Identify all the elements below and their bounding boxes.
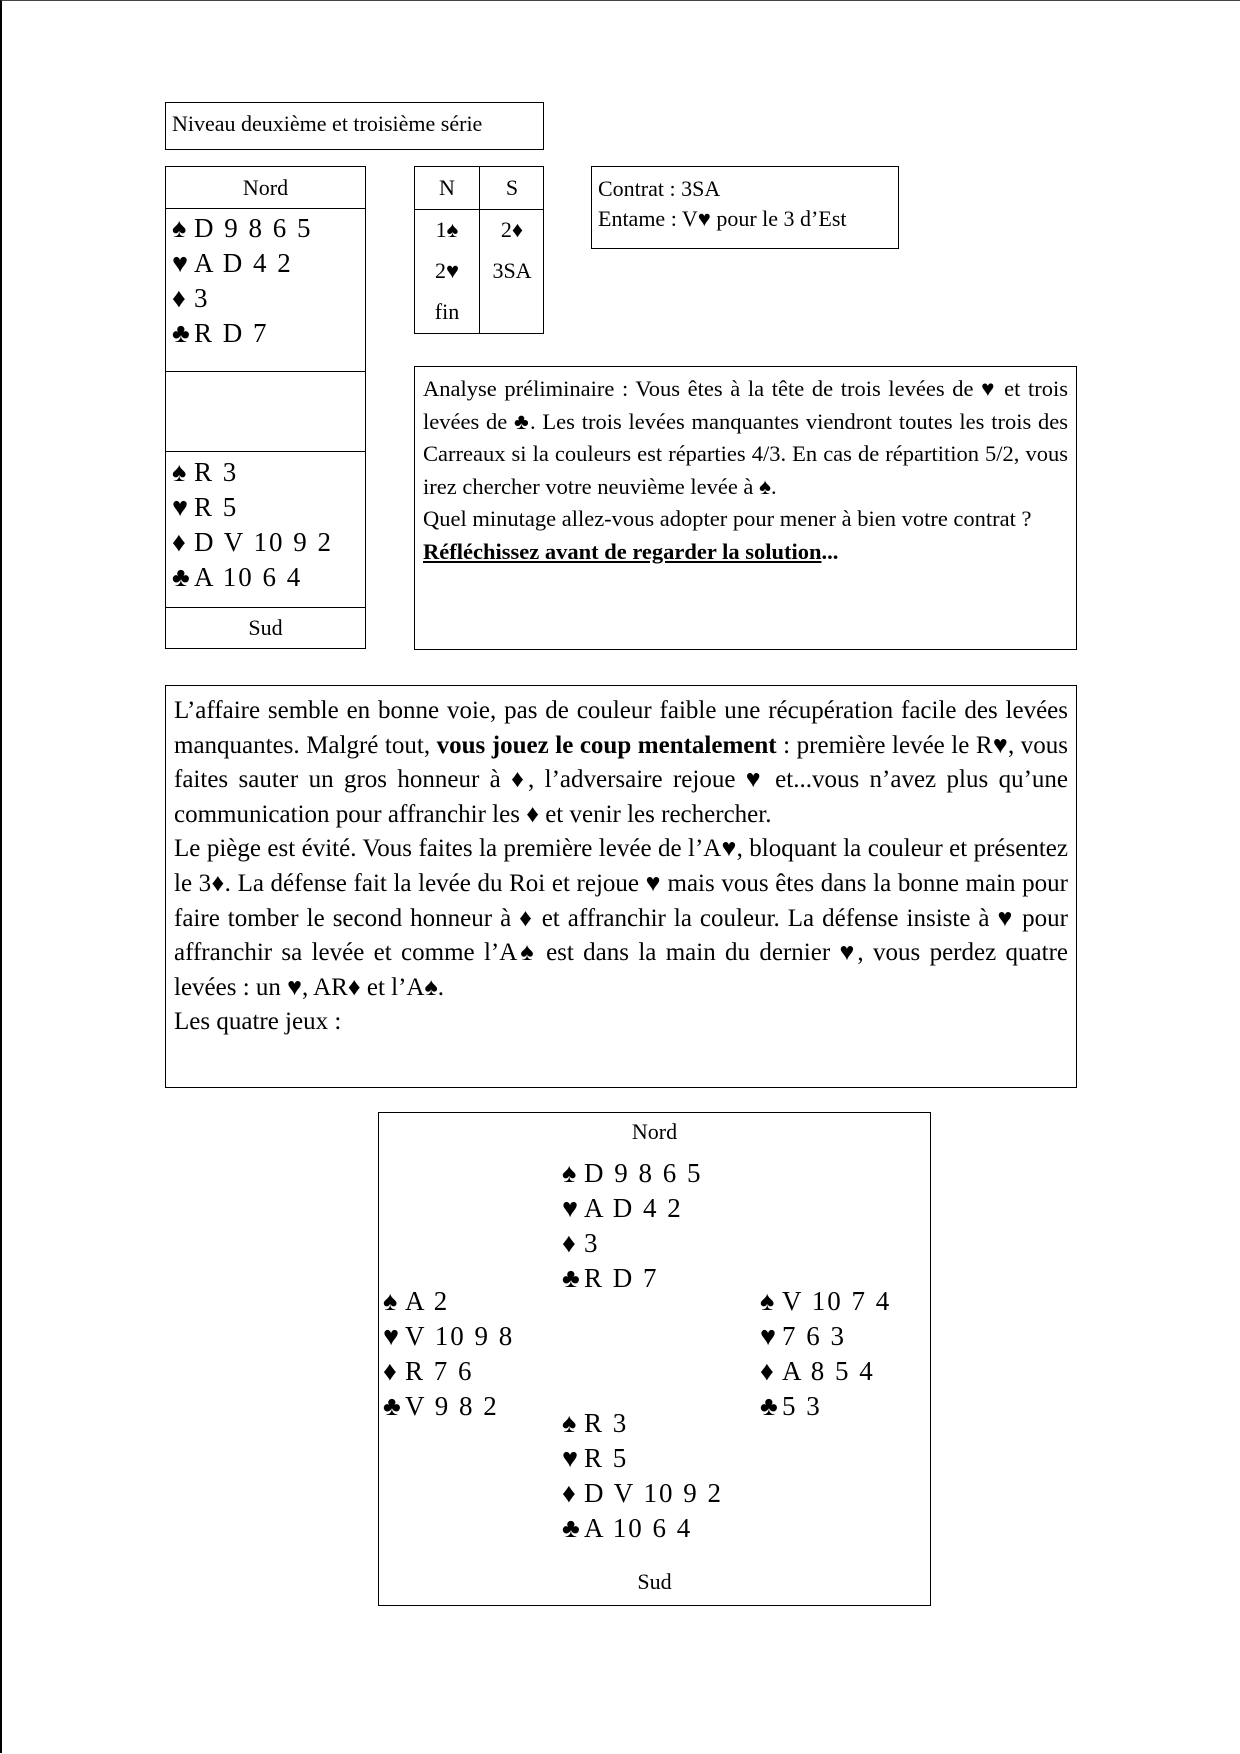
hand-line-hearts (172, 246, 313, 281)
bid: 2♥ (434, 258, 460, 283)
level-label: Niveau deuxième et troisième série (165, 102, 544, 150)
analysis-prompt (423, 536, 1068, 569)
hand-line-diamonds (760, 1354, 891, 1389)
heart-icon: ♥ (383, 1321, 402, 1351)
cards: A 2 (405, 1286, 450, 1316)
analysis-text: Analyse préliminaire : Vous êtes à la tête de trois levées de ♥ et trois levées de ♣. Les trois levées manquantes viendront toutes les trois des Carreaux si la couleurs est réparties 4/3. En cas de répartition 5/2, vous irez chercher votre neuvième levée à ♠. (423, 376, 1068, 499)
diamond-icon: ♦ (172, 527, 188, 557)
hand-line-clubs (172, 560, 333, 595)
south-hand (172, 455, 333, 595)
solution-paragraph-2: Le piège est évité. Vous faites la première levée de l’A♥, bloquant la couleur et présentez le 3♦. La défense fait la levée du Roi et rejoue ♥ mais vous êtes dans la bonne main pour faire tomber le second honneur à ♦ et affranchir la couleur. La défense insiste à ♥ pour affranchir sa levée et comme l’A♠ est dans la main du dernier ♥, vous perdez quatre levées : un ♥, AR♦ et l’A♠. (174, 835, 1068, 1001)
club-icon: ♣ (172, 318, 192, 348)
south-spades: R 3 (194, 457, 239, 487)
cards: 3 (584, 1228, 600, 1258)
hand-line-spades (383, 1284, 514, 1319)
bid: 1♠ (435, 217, 459, 242)
solution-paragraph-3: Les quatre jeux : (174, 1008, 342, 1036)
club-icon: ♣ (383, 1391, 403, 1421)
hand-line-hearts (383, 1319, 514, 1354)
bidding-header: S (505, 175, 519, 200)
divider (166, 208, 365, 209)
divider (166, 607, 365, 608)
south-clubs: A 10 6 4 (194, 562, 303, 592)
cards: V 10 7 4 (782, 1286, 892, 1316)
hand-line-hearts (562, 1441, 723, 1476)
heart-icon: ♥ (172, 248, 191, 278)
south-hearts: R 5 (194, 492, 239, 522)
hand-line-spades (172, 455, 333, 490)
heart-icon: ♥ (562, 1443, 581, 1473)
solution-text: L’affaire semble en bonne voie, pas de couleur faible une récupération facile des levées manquantes. Malgré tout, (174, 697, 1068, 759)
bidding-column-north (415, 167, 479, 332)
north-label: Nord (242, 175, 289, 200)
divider (166, 451, 365, 452)
hand-line-diamonds (383, 1354, 514, 1389)
deal-north-hand (562, 1156, 703, 1296)
deal-west-hand (383, 1284, 514, 1424)
lead-line: Entame : V♥ pour le 3 d’Est (598, 206, 847, 231)
cards: R 3 (584, 1408, 629, 1438)
hand-line-hearts (172, 490, 333, 525)
cards: D 9 8 6 5 (584, 1158, 703, 1188)
cards: A 8 5 4 (782, 1356, 875, 1386)
hand-line-clubs (172, 316, 313, 351)
bid (480, 291, 544, 332)
solution-text: : première levée le R♥, vous faites sauter un gros honneur à ♦, l’adversaire rejoue ♥ et...vous n’avez plus qu’une communication pour affranchir les ♦ et venir les rechercher. (174, 731, 1069, 828)
south-diamonds: D V 10 9 2 (194, 527, 334, 557)
south-label: Sud (248, 615, 283, 640)
diamond-icon: ♦ (383, 1356, 399, 1386)
hand-line-diamonds (172, 525, 333, 560)
bid: 3SA (492, 258, 532, 283)
north-south-hands (165, 166, 366, 649)
four-hands-deal (378, 1112, 931, 1606)
contract-box (591, 166, 899, 249)
analysis-box (414, 366, 1077, 650)
deal-east-hand (760, 1284, 891, 1424)
analysis-prompt-tail: ... (821, 538, 839, 564)
cards: A D 4 2 (584, 1193, 683, 1223)
hand-line-clubs (760, 1389, 891, 1424)
spade-icon: ♠ (562, 1408, 579, 1438)
heart-icon: ♥ (562, 1193, 581, 1223)
hand-line-spades (172, 211, 313, 246)
club-icon: ♣ (562, 1513, 582, 1543)
north-spades: D 9 8 6 5 (194, 213, 313, 243)
north-diamonds: 3 (194, 283, 210, 313)
solution-paragraph-1 (174, 694, 1068, 832)
north-clubs: R D 7 (194, 318, 269, 348)
contract-line: Contrat : 3SA (598, 176, 721, 201)
cards: A 10 6 4 (584, 1513, 693, 1543)
cards: D V 10 9 2 (584, 1478, 724, 1508)
hand-line-clubs (562, 1261, 703, 1296)
diamond-icon: ♦ (172, 283, 188, 313)
cards: 5 3 (782, 1391, 822, 1421)
cards: 7 6 3 (782, 1321, 846, 1351)
spade-icon: ♠ (172, 457, 189, 487)
deal-south-hand (562, 1406, 723, 1546)
hand-line-diamonds (562, 1476, 723, 1511)
bidding-table (414, 166, 544, 334)
spade-icon: ♠ (760, 1286, 777, 1316)
spade-icon: ♠ (383, 1286, 400, 1316)
cards: V 10 9 8 (405, 1321, 515, 1351)
hand-line-diamonds (172, 281, 313, 316)
solution-emphasis: vous jouez le coup mentalement (436, 731, 777, 759)
deal-north-label: Nord (631, 1119, 678, 1144)
hand-line-hearts (760, 1319, 891, 1354)
north-hearts: A D 4 2 (194, 248, 293, 278)
divider (166, 371, 365, 372)
bidding-column-south (480, 167, 544, 332)
cards: R 7 6 (405, 1356, 474, 1386)
hand-line-clubs (562, 1511, 723, 1546)
analysis-prompt-underlined: Réfléchissez avant de regarder la solution (423, 538, 822, 564)
analysis-question: Quel minutage allez-vous adopter pour mener à bien votre contrat ? (423, 506, 1032, 531)
hand-line-spades (562, 1406, 723, 1441)
hand-line-diamonds (562, 1226, 703, 1261)
club-icon: ♣ (760, 1391, 780, 1421)
cards: R D 7 (584, 1263, 659, 1293)
cards: R 5 (584, 1443, 629, 1473)
cards: V 9 8 2 (405, 1391, 499, 1421)
bid: 2♦ (500, 217, 524, 242)
diamond-icon: ♦ (760, 1356, 776, 1386)
hand-line-clubs (383, 1389, 514, 1424)
bid: fin (434, 299, 460, 324)
deal-south-label: Sud (637, 1569, 672, 1594)
hand-line-spades (760, 1284, 891, 1319)
spade-icon: ♠ (562, 1158, 579, 1188)
diamond-icon: ♦ (562, 1228, 578, 1258)
club-icon: ♣ (172, 562, 192, 592)
diamond-icon: ♦ (562, 1478, 578, 1508)
solution-box (165, 685, 1077, 1088)
north-hand (172, 211, 313, 351)
hand-line-hearts (562, 1191, 703, 1226)
hand-line-spades (562, 1156, 703, 1191)
bidding-header: N (439, 175, 455, 200)
heart-icon: ♥ (172, 492, 191, 522)
spade-icon: ♠ (172, 213, 189, 243)
club-icon: ♣ (562, 1263, 582, 1293)
heart-icon: ♥ (760, 1321, 779, 1351)
